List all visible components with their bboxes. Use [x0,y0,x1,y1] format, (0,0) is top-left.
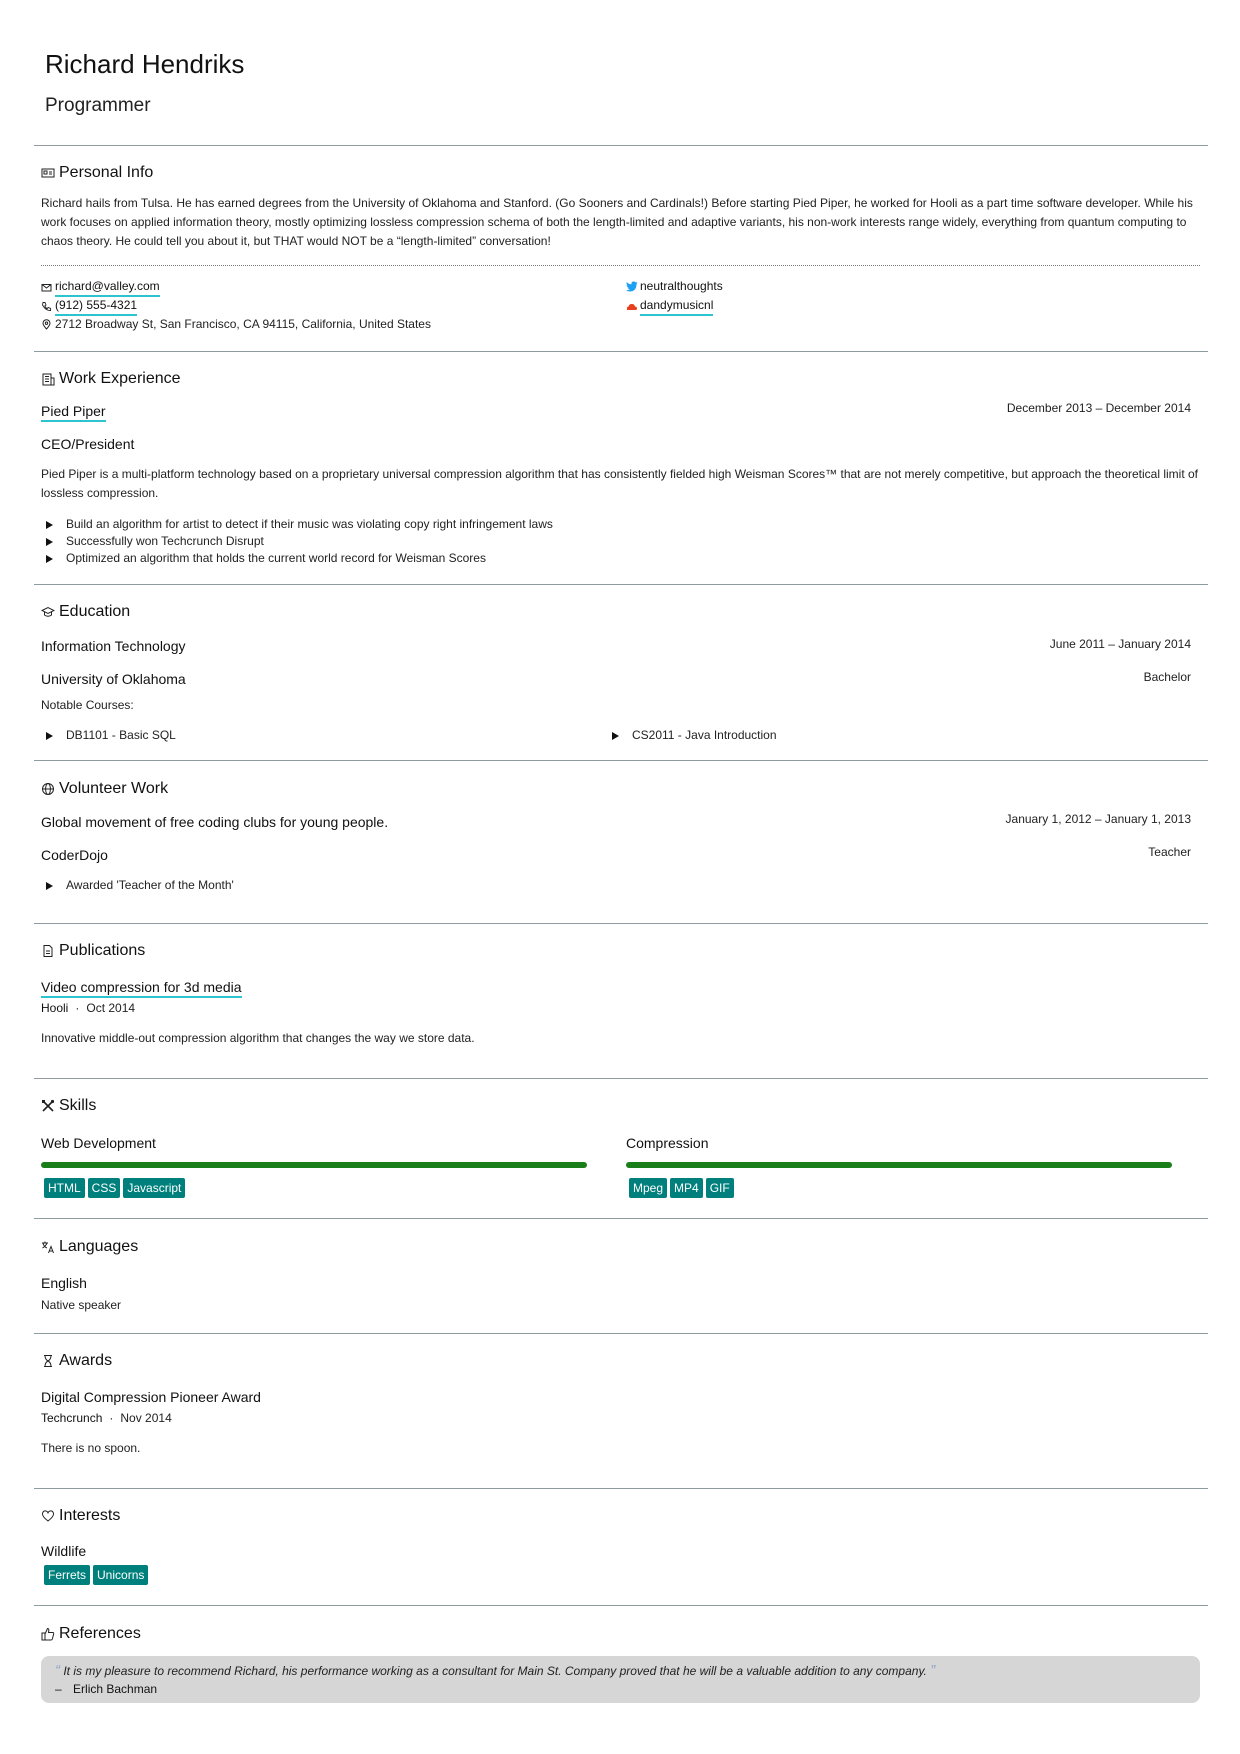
list-item [41,727,176,744]
volunteer-summary: Global movement of free coding clubs for young people. [41,814,389,830]
twitter-link[interactable]: neutralthoughts [640,279,723,293]
contact-address [41,316,431,332]
person-role: Programmer [45,95,151,116]
education-institution: University of Oklahoma [41,671,186,687]
volunteer-organization: CoderDojo [41,847,108,863]
volunteer-position: Teacher [1148,845,1191,859]
education-dates: June 2011 – January 2014 [1049,637,1191,651]
section-title-references [41,1624,141,1644]
publication-link[interactable]: Video compression for 3d media [41,979,242,998]
section-title-text: Languages [59,1238,139,1255]
interest-tag: Ferrets [44,1565,90,1585]
language-name: English [41,1275,87,1291]
volunteer-dates: January 1, 2012 – January 1, 2013 [1005,812,1191,826]
dotted-divider [41,265,1200,266]
language-fluency: Native speaker [41,1298,122,1312]
award-date: Nov 2014 [120,1411,172,1425]
reference-author: Erlich Bachman [73,1682,158,1696]
contact-phone [41,297,137,316]
section-title-awards [41,1351,112,1371]
interest-keywords [44,1565,148,1585]
skill-level-bar [626,1162,1172,1168]
interest-tag: Unicorns [93,1565,148,1585]
course-text: CS2011 - Java Introduction [632,728,777,742]
document-icon [41,944,55,958]
publication-publisher: Hooli [41,1001,69,1015]
section-divider [34,1605,1208,1606]
course-list-right [607,727,777,744]
thumbs-up-icon [41,1627,55,1641]
section-title-text: Skills [59,1097,97,1114]
section-title-text: Volunteer Work [59,780,169,797]
meta-separator: · [75,1001,80,1015]
list-item [607,727,777,744]
company-link[interactable]: Pied Piper [41,403,106,422]
highlight-text: Optimized an algorithm that holds the current world record for Weisman Scores [66,551,486,565]
person-name: Richard Hendriks [45,49,245,79]
meta-separator: · [109,1411,114,1425]
highlight-text: Build an algorithm for artist to detect if their music was violating copy right infringement laws [66,517,553,531]
highlight-text: Successfully won Techcrunch Disrupt [66,534,264,548]
profile-twitter [626,278,723,294]
id-card-icon [41,166,55,180]
section-divider [34,145,1208,146]
award-meta [41,1410,172,1426]
email-link[interactable]: richard@valley.com [55,278,160,297]
list-item [41,550,553,567]
location-pin-icon [41,319,52,330]
bullet-triangle-icon [612,732,619,740]
interest-name: Wildlife [41,1543,87,1559]
section-title-publications [41,941,145,961]
education-area: Information Technology [41,638,186,654]
award-name: Digital Compression Pioneer Award [41,1389,261,1405]
author-dash: – [55,1682,62,1696]
phone-link[interactable]: (912) 555-4321 [55,297,137,316]
publication-date: Oct 2014 [86,1001,136,1015]
course-list-left [41,727,176,744]
tools-icon [41,1099,55,1113]
work-summary: Pied Piper is a multi-platform technology based on a proprietary universal compression algorithm that has consistently fielded high Weisman Scores™ that are not merely competitive, but approach the theoretical limit of lossless compression. [41,467,1199,500]
work-position: CEO/President [41,436,135,452]
education-study-type: Bachelor [1143,670,1191,684]
section-title-volunteer [41,779,168,799]
bullet-triangle-icon [46,538,53,546]
graduation-cap-icon [41,605,55,619]
section-divider [34,351,1208,352]
profile-soundcloud [626,297,713,316]
section-divider [34,1333,1208,1334]
section-title-work-experience [41,369,181,389]
work-company [41,402,106,420]
skill-keywords [44,1178,185,1198]
skill-name: Compression [626,1135,709,1151]
reference-quote-box [41,1656,1200,1703]
section-title-personal-info [41,163,153,183]
skill-tag: Mpeg [629,1178,667,1198]
skill-tag: HTML [44,1178,85,1198]
list-item [41,516,553,533]
section-divider [34,1488,1208,1489]
soundcloud-icon [626,302,638,311]
list-item [41,877,234,894]
section-title-education [41,602,130,622]
section-divider [34,1218,1208,1219]
soundcloud-link[interactable]: dandymusicnl [640,297,713,316]
section-title-text: Awards [59,1352,113,1369]
award-summary: There is no spoon. [41,1441,141,1455]
reference-author-line [55,1681,157,1697]
section-title-interests [41,1506,120,1526]
section-title-text: Interests [59,1507,121,1524]
bullet-triangle-icon [46,882,53,890]
section-title-text: References [59,1625,141,1642]
skill-tag: MP4 [670,1178,703,1198]
mail-icon [41,282,52,293]
heart-icon [41,1509,55,1523]
translate-icon [41,1240,55,1254]
reference-text: It is my pleasure to recommend Richard, his performance working as a consultant for Main St. Company proved that he will be a valuable addition to any company. [63,1664,927,1678]
skill-tag: GIF [706,1178,734,1198]
bullet-triangle-icon [46,555,53,563]
address-text: 2712 Broadway St, San Francisco, CA 94115, California, United States [55,317,431,331]
phone-icon [41,301,52,312]
open-quote-mark: “ [55,1662,60,1679]
building-icon [41,372,55,386]
work-highlights [41,516,553,567]
publication-meta [41,1000,135,1016]
resume-header [45,48,244,118]
section-title-text: Education [59,603,131,620]
skill-name: Web Development [41,1135,156,1151]
skill-tag: CSS [88,1178,121,1198]
close-quote-mark: ” [930,1662,936,1679]
reference-quote [55,1663,935,1679]
award-awarder: Techcrunch [41,1411,103,1425]
section-divider [34,584,1208,585]
publication-name [41,978,242,996]
section-title-skills [41,1096,96,1116]
section-title-text: Work Experience [59,370,181,387]
section-title-text: Personal Info [59,164,154,181]
section-title-languages [41,1237,138,1257]
section-title-text: Publications [59,942,146,959]
bullet-triangle-icon [46,521,53,529]
section-divider [34,1078,1208,1079]
skill-keywords [629,1178,734,1198]
publication-summary: Innovative middle-out compression algorithm that changes the way we store data. [41,1031,475,1045]
globe-icon [41,782,55,796]
twitter-icon [626,281,638,292]
skill-tag: Javascript [123,1178,185,1198]
courses-label: Notable Courses: [41,698,134,712]
course-text: DB1101 - Basic SQL [66,728,176,742]
hourglass-trophy-icon [41,1354,55,1368]
highlight-text: Awarded 'Teacher of the Month' [66,878,234,892]
section-divider [34,923,1208,924]
work-dates: December 2013 – December 2014 [1006,401,1191,415]
bullet-triangle-icon [46,732,53,740]
personal-summary: Richard hails from Tulsa. He has earned degrees from the University of Oklahoma and Stanford. (Go Sooners and Cardinals!) Before starting Pied Piper, he worked for Hooli as a part time software developer. While his work focuses on applied information theory, mostly optimizing lossless compression schema of both the length-limited and adaptive variants, his non-work interests range widely, everything from quantum computing to chaos theory. He could tell you about it, but THAT would NOT be a “length-limited” conversation! [41,196,1193,248]
contact-email [41,278,160,297]
list-item [41,533,553,550]
skill-level-bar [41,1162,587,1168]
volunteer-highlights [41,877,234,894]
section-divider [34,760,1208,761]
